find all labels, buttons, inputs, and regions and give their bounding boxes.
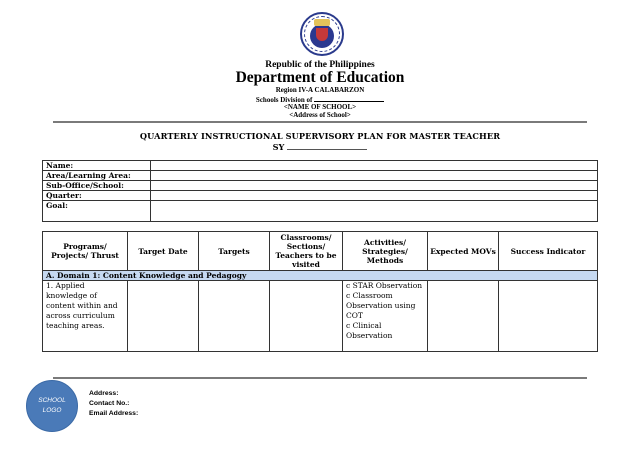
school-address: <Address of School> — [289, 111, 351, 119]
domain-section-label: A. Domain 1: Content Knowledge and Pedagogy — [43, 271, 598, 281]
info-row-school — [43, 181, 598, 191]
info-value-area[interactable] — [151, 171, 598, 181]
info-value-goal[interactable] — [151, 201, 598, 222]
info-label: Goal: — [43, 201, 151, 222]
seal-torch — [314, 19, 330, 26]
cell-classrooms[interactable] — [270, 281, 343, 352]
republic-text: Republic of the Philippines — [265, 60, 375, 70]
cell-activities[interactable] — [343, 281, 428, 352]
info-label: Name: — [43, 161, 151, 171]
deped-seal-icon — [300, 12, 344, 56]
department-title: Department of Education — [235, 69, 405, 86]
sy-blank[interactable] — [287, 141, 367, 150]
cell-movs[interactable] — [428, 281, 499, 352]
info-value-name[interactable] — [151, 161, 598, 171]
region-text: Region IV-A CALABARZON — [275, 86, 365, 94]
col-header-activities: Activities/ Strategies/ Methods — [343, 232, 428, 271]
logo-text-line1: SCHOOL — [38, 397, 66, 404]
col-header-success: Success Indicator — [499, 232, 598, 271]
contact-label: Contact No.: — [89, 400, 130, 407]
plan-header-row — [43, 232, 598, 271]
info-row-area — [43, 171, 598, 181]
col-header-targets: Targets — [199, 232, 270, 271]
supervisory-plan-table — [42, 231, 598, 352]
cell-program[interactable]: 1. Applied knowledge of content within and across curriculum teaching areas. — [43, 281, 128, 352]
cell-targets[interactable] — [199, 281, 270, 352]
activity-item: c Classroom Observation using COT — [346, 291, 416, 320]
info-label: Sub-Office/School: — [43, 181, 151, 191]
footer-divider — [53, 377, 587, 379]
school-name: <NAME OF SCHOOL> — [283, 103, 357, 111]
activity-item: c Clinical Observation — [346, 321, 393, 340]
division-blank[interactable] — [314, 94, 384, 102]
table-row — [43, 281, 598, 352]
info-value-quarter[interactable] — [151, 191, 598, 201]
info-label: Area/Learning Area: — [43, 171, 151, 181]
sy-label: SY — [272, 142, 285, 152]
cell-success[interactable] — [499, 281, 598, 352]
address-label: Address: — [89, 390, 119, 397]
email-label: Email Address: — [89, 410, 139, 417]
footer-contact-block — [89, 389, 138, 419]
info-row-goal — [43, 201, 598, 222]
document-title: QUARTERLY INSTRUCTIONAL SUPERVISORY PLAN FOR MASTER TEACHER — [139, 131, 501, 141]
division-label: Schools Division of — [255, 96, 313, 104]
activity-item: c STAR Observation — [346, 281, 423, 290]
col-header-classrooms: Classrooms/ Sections/ Teachers to be visited — [270, 232, 343, 271]
col-header-movs: Expected MOVs — [428, 232, 499, 271]
info-value-school[interactable] — [151, 181, 598, 191]
header-divider — [53, 121, 587, 123]
info-row-quarter — [43, 191, 598, 201]
cell-target-date[interactable] — [128, 281, 199, 352]
col-header-target-date: Target Date — [128, 232, 199, 271]
school-logo-placeholder — [26, 380, 78, 432]
info-label: Quarter: — [43, 191, 151, 201]
seal-shield — [316, 28, 328, 41]
info-row-name — [43, 161, 598, 171]
school-year-line — [0, 141, 640, 152]
logo-text-line2: LOGO — [42, 407, 62, 414]
teacher-info-table — [42, 160, 598, 222]
section-row — [43, 271, 598, 281]
col-header-programs: Programs/ Projects/ Thrust — [43, 232, 128, 271]
